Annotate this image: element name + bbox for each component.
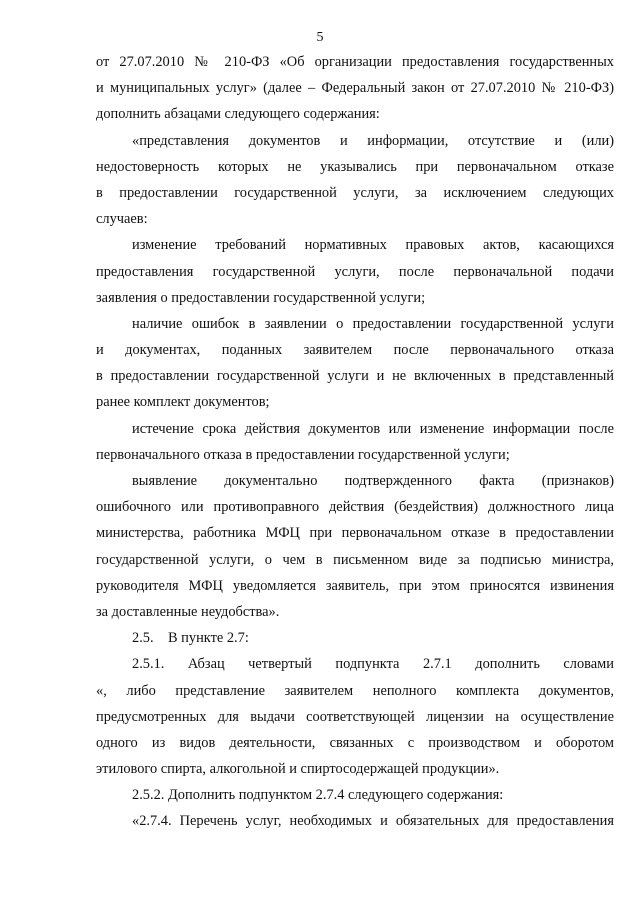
text-line: «представления документов и информации, отсутствие и (или) bbox=[132, 132, 614, 149]
text-line: предоставления государственной услуги, после первоначальной подачи bbox=[96, 263, 614, 280]
text-line: первоначального отказа в предоставлении государственной услуги; bbox=[96, 446, 510, 463]
text-line: руководителя МФЦ уведомляется заявитель, при этом приносятся извинения bbox=[96, 577, 614, 594]
page-number: 5 bbox=[316, 30, 324, 45]
text-line: предусмотренных для выдачи соответствующей лицензии на осуществление bbox=[96, 708, 614, 725]
text-line: одного из видов деятельности, связанных с производством и оборотом bbox=[96, 734, 614, 751]
text-line: истечение срока действия документов или изменение информации после bbox=[132, 420, 614, 437]
text-line: в предоставлении государственной услуги, за исключением следующих bbox=[96, 184, 614, 201]
text-line: за доставленные неудобства». bbox=[96, 603, 280, 620]
text-line: от 27.07.2010 № 210-ФЗ «Об организации предоставления государственных bbox=[96, 54, 614, 70]
text-line: дополнить абзацами следующего содержания: bbox=[96, 106, 380, 123]
text-line: и документах, поданных заявителем после первоначального отказа bbox=[96, 342, 614, 359]
text-line: и муниципальных услуг» (далее – Федеральный закон от 27.07.2010 № 210-ФЗ) bbox=[96, 80, 614, 97]
text-line: наличие ошибок в заявлении о предоставлении государственной услуги bbox=[132, 315, 614, 332]
text-line: недостоверность которых не указывались при первоначальном отказе bbox=[96, 158, 614, 175]
text-line: 2.5. В пункте 2.7: bbox=[132, 630, 249, 647]
text-line: выявление документально подтвержденного факта (признаков) bbox=[132, 473, 614, 489]
document-body bbox=[96, 49, 614, 835]
text-line: «, либо представление заявителем неполного комплекта документов, bbox=[96, 682, 614, 699]
text-line: этилового спирта, алкогольной и спиртосодержащей продукции». bbox=[96, 761, 500, 778]
text-line: государственной услуги, о чем в письменном виде за подписью министра, bbox=[96, 551, 614, 568]
text-line: случаев: bbox=[96, 211, 148, 228]
text-line: изменение требований нормативных правовых актов, касающихся bbox=[132, 237, 614, 254]
text-line: министерства, работника МФЦ при первоначальном отказе в предоставлении bbox=[96, 525, 614, 542]
text-line: 2.5.1. Абзац четвертый подпункта 2.7.1 дополнить словами bbox=[132, 656, 614, 673]
text-line: ошибочного или противоправного действия (бездействия) должностного лица bbox=[96, 499, 614, 516]
text-line: ранее комплект документов; bbox=[96, 394, 270, 411]
text-line: в предоставлении государственной услуги и не включенных в представленный bbox=[96, 368, 614, 385]
text-line: заявления о предоставлении государственной услуги; bbox=[96, 289, 426, 306]
text-line: 2.5.2. Дополнить подпунктом 2.7.4 следующего содержания: bbox=[132, 787, 504, 804]
text-line: «2.7.4. Перечень услуг, необходимых и обязательных для предоставления bbox=[132, 813, 614, 830]
